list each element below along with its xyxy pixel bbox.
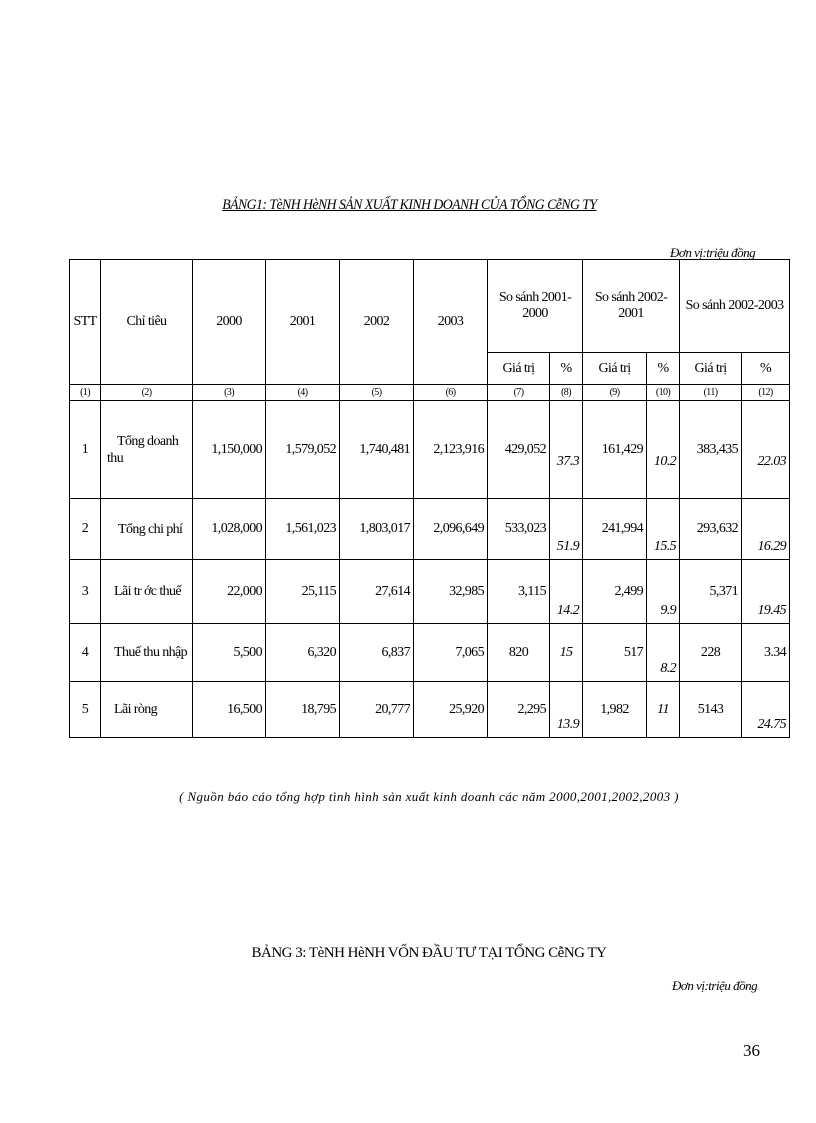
col-index: (6) <box>414 385 488 401</box>
row-pct-3: 19.45 <box>742 560 790 624</box>
row-value-2: 1,982 <box>583 682 647 738</box>
row-2000: 5,500 <box>193 624 266 682</box>
row-value-3: 383,435 <box>680 401 742 499</box>
table1-title: BẢNG1: TèNH HèNH SẢN XUẤT KINH DOANH CỦA TỔNG CễNG TY <box>222 197 597 213</box>
row-2002: 20,777 <box>340 682 414 738</box>
row-stt: 3 <box>70 560 101 624</box>
row-name-text: Lãi ròng <box>114 702 158 717</box>
row-pct-3: 22.03 <box>742 401 790 499</box>
row-2002: 27,614 <box>340 560 414 624</box>
row-value-3: 5,371 <box>680 560 742 624</box>
row-name <box>101 401 193 499</box>
row-stt: 5 <box>70 682 101 738</box>
col-index: (7) <box>488 385 550 401</box>
row-pct-3: 24.75 <box>742 682 790 738</box>
row-pct-3: 3.34 <box>742 624 790 682</box>
row-value-3: 5143 <box>680 682 742 738</box>
header-2001: 2001 <box>266 260 340 385</box>
row-2000: 1,150,000 <box>193 401 266 499</box>
header-2003: 2003 <box>414 260 488 385</box>
col-index: (4) <box>266 385 340 401</box>
row-pct-1: 51.9 <box>550 499 583 560</box>
row-name-text: Lãi tr ớc thuế <box>114 584 182 599</box>
header-2000: 2000 <box>193 260 266 385</box>
col-index: (8) <box>550 385 583 401</box>
row-value-3: 293,632 <box>680 499 742 560</box>
table-row <box>70 624 790 682</box>
row-name <box>101 624 193 682</box>
subheader-pct-3: % <box>742 353 790 385</box>
page-number: 36 <box>743 1041 760 1060</box>
row-pct-3: 16.29 <box>742 499 790 560</box>
row-2002: 6,837 <box>340 624 414 682</box>
row-pct-2: 10.2 <box>647 401 680 499</box>
row-value-1: 3,115 <box>488 560 550 624</box>
row-pct-2: 11 <box>647 682 680 738</box>
row-stt: 2 <box>70 499 101 560</box>
row-2000: 22,000 <box>193 560 266 624</box>
row-2002: 1,740,481 <box>340 401 414 499</box>
header-2002: 2002 <box>340 260 414 385</box>
row-pct-1: 15 <box>550 624 583 682</box>
table3-unit: Đơn vị:triệu đồng <box>672 978 758 993</box>
header-stt: STT <box>70 260 101 385</box>
row-pct-1: 14.2 <box>550 560 583 624</box>
row-stt: 1 <box>70 401 101 499</box>
row-2003: 2,096,649 <box>414 499 488 560</box>
col-index: (10) <box>647 385 680 401</box>
row-2001: 1,561,023 <box>266 499 340 560</box>
row-value-3: 228 <box>680 624 742 682</box>
column-index-row <box>70 385 790 401</box>
table-row <box>70 499 790 560</box>
row-name-text: Tổng doanh thu <box>107 433 179 466</box>
col-index: (5) <box>340 385 414 401</box>
row-2001: 25,115 <box>266 560 340 624</box>
row-name-text: Tổng chi phí <box>118 521 183 537</box>
row-value-1: 2,295 <box>488 682 550 738</box>
col-index: (2) <box>101 385 193 401</box>
row-2001: 6,320 <box>266 624 340 682</box>
row-name-text: Thuế thu nhập <box>114 645 188 660</box>
row-value-2: 2,499 <box>583 560 647 624</box>
subheader-pct-1: % <box>550 353 583 385</box>
row-pct-1: 13.9 <box>550 682 583 738</box>
row-value-1: 533,023 <box>488 499 550 560</box>
row-2003: 32,985 <box>414 560 488 624</box>
row-value-1: 429,052 <box>488 401 550 499</box>
subheader-pct-2: % <box>647 353 680 385</box>
table-row <box>70 682 790 738</box>
row-2001: 18,795 <box>266 682 340 738</box>
row-pct-1: 37.3 <box>550 401 583 499</box>
row-name <box>101 560 193 624</box>
subheader-value-1: Giá trị <box>488 353 550 385</box>
production-business-table <box>69 259 790 738</box>
row-2003: 7,065 <box>414 624 488 682</box>
row-name <box>101 499 193 560</box>
header-compare-2001-2000: So sánh 2001-2000 <box>488 260 583 353</box>
header-chi-tieu: Chỉ tiêu <box>101 260 193 385</box>
row-2002: 1,803,017 <box>340 499 414 560</box>
table-row <box>70 560 790 624</box>
col-index: (1) <box>70 385 101 401</box>
row-value-2: 161,429 <box>583 401 647 499</box>
row-value-1: 820 <box>488 624 550 682</box>
row-2000: 16,500 <box>193 682 266 738</box>
header-compare-2002-2001: So sánh 2002-2001 <box>583 260 680 353</box>
row-stt: 4 <box>70 624 101 682</box>
row-value-2: 517 <box>583 624 647 682</box>
row-2003: 25,920 <box>414 682 488 738</box>
row-2003: 2,123,916 <box>414 401 488 499</box>
table3-title: BẢNG 3: TèNH HèNH VỐN ĐẦU TƯ TẠI TỔNG CễNG TY <box>251 945 607 961</box>
table1-unit: Đơn vị:triệu đồng <box>670 245 756 260</box>
row-pct-2: 9.9 <box>647 560 680 624</box>
row-2000: 1,028,000 <box>193 499 266 560</box>
row-value-2: 241,994 <box>583 499 647 560</box>
col-index: (11) <box>680 385 742 401</box>
source-note: ( Nguồn báo cáo tổng hợp tình hình sản xuất kinh doanh các năm 2000,2001,2002,2003 ) <box>179 789 679 804</box>
col-index: (3) <box>193 385 266 401</box>
row-2001: 1,579,052 <box>266 401 340 499</box>
table-row <box>70 401 790 499</box>
row-pct-2: 8.2 <box>647 624 680 682</box>
header-compare-2002-2003: So sánh 2002-2003 <box>680 260 790 353</box>
header-row <box>70 260 790 353</box>
col-index: (12) <box>742 385 790 401</box>
row-pct-2: 15.5 <box>647 499 680 560</box>
col-index: (9) <box>583 385 647 401</box>
subheader-value-2: Giá trị <box>583 353 647 385</box>
subheader-value-3: Giá trị <box>680 353 742 385</box>
row-name <box>101 682 193 738</box>
